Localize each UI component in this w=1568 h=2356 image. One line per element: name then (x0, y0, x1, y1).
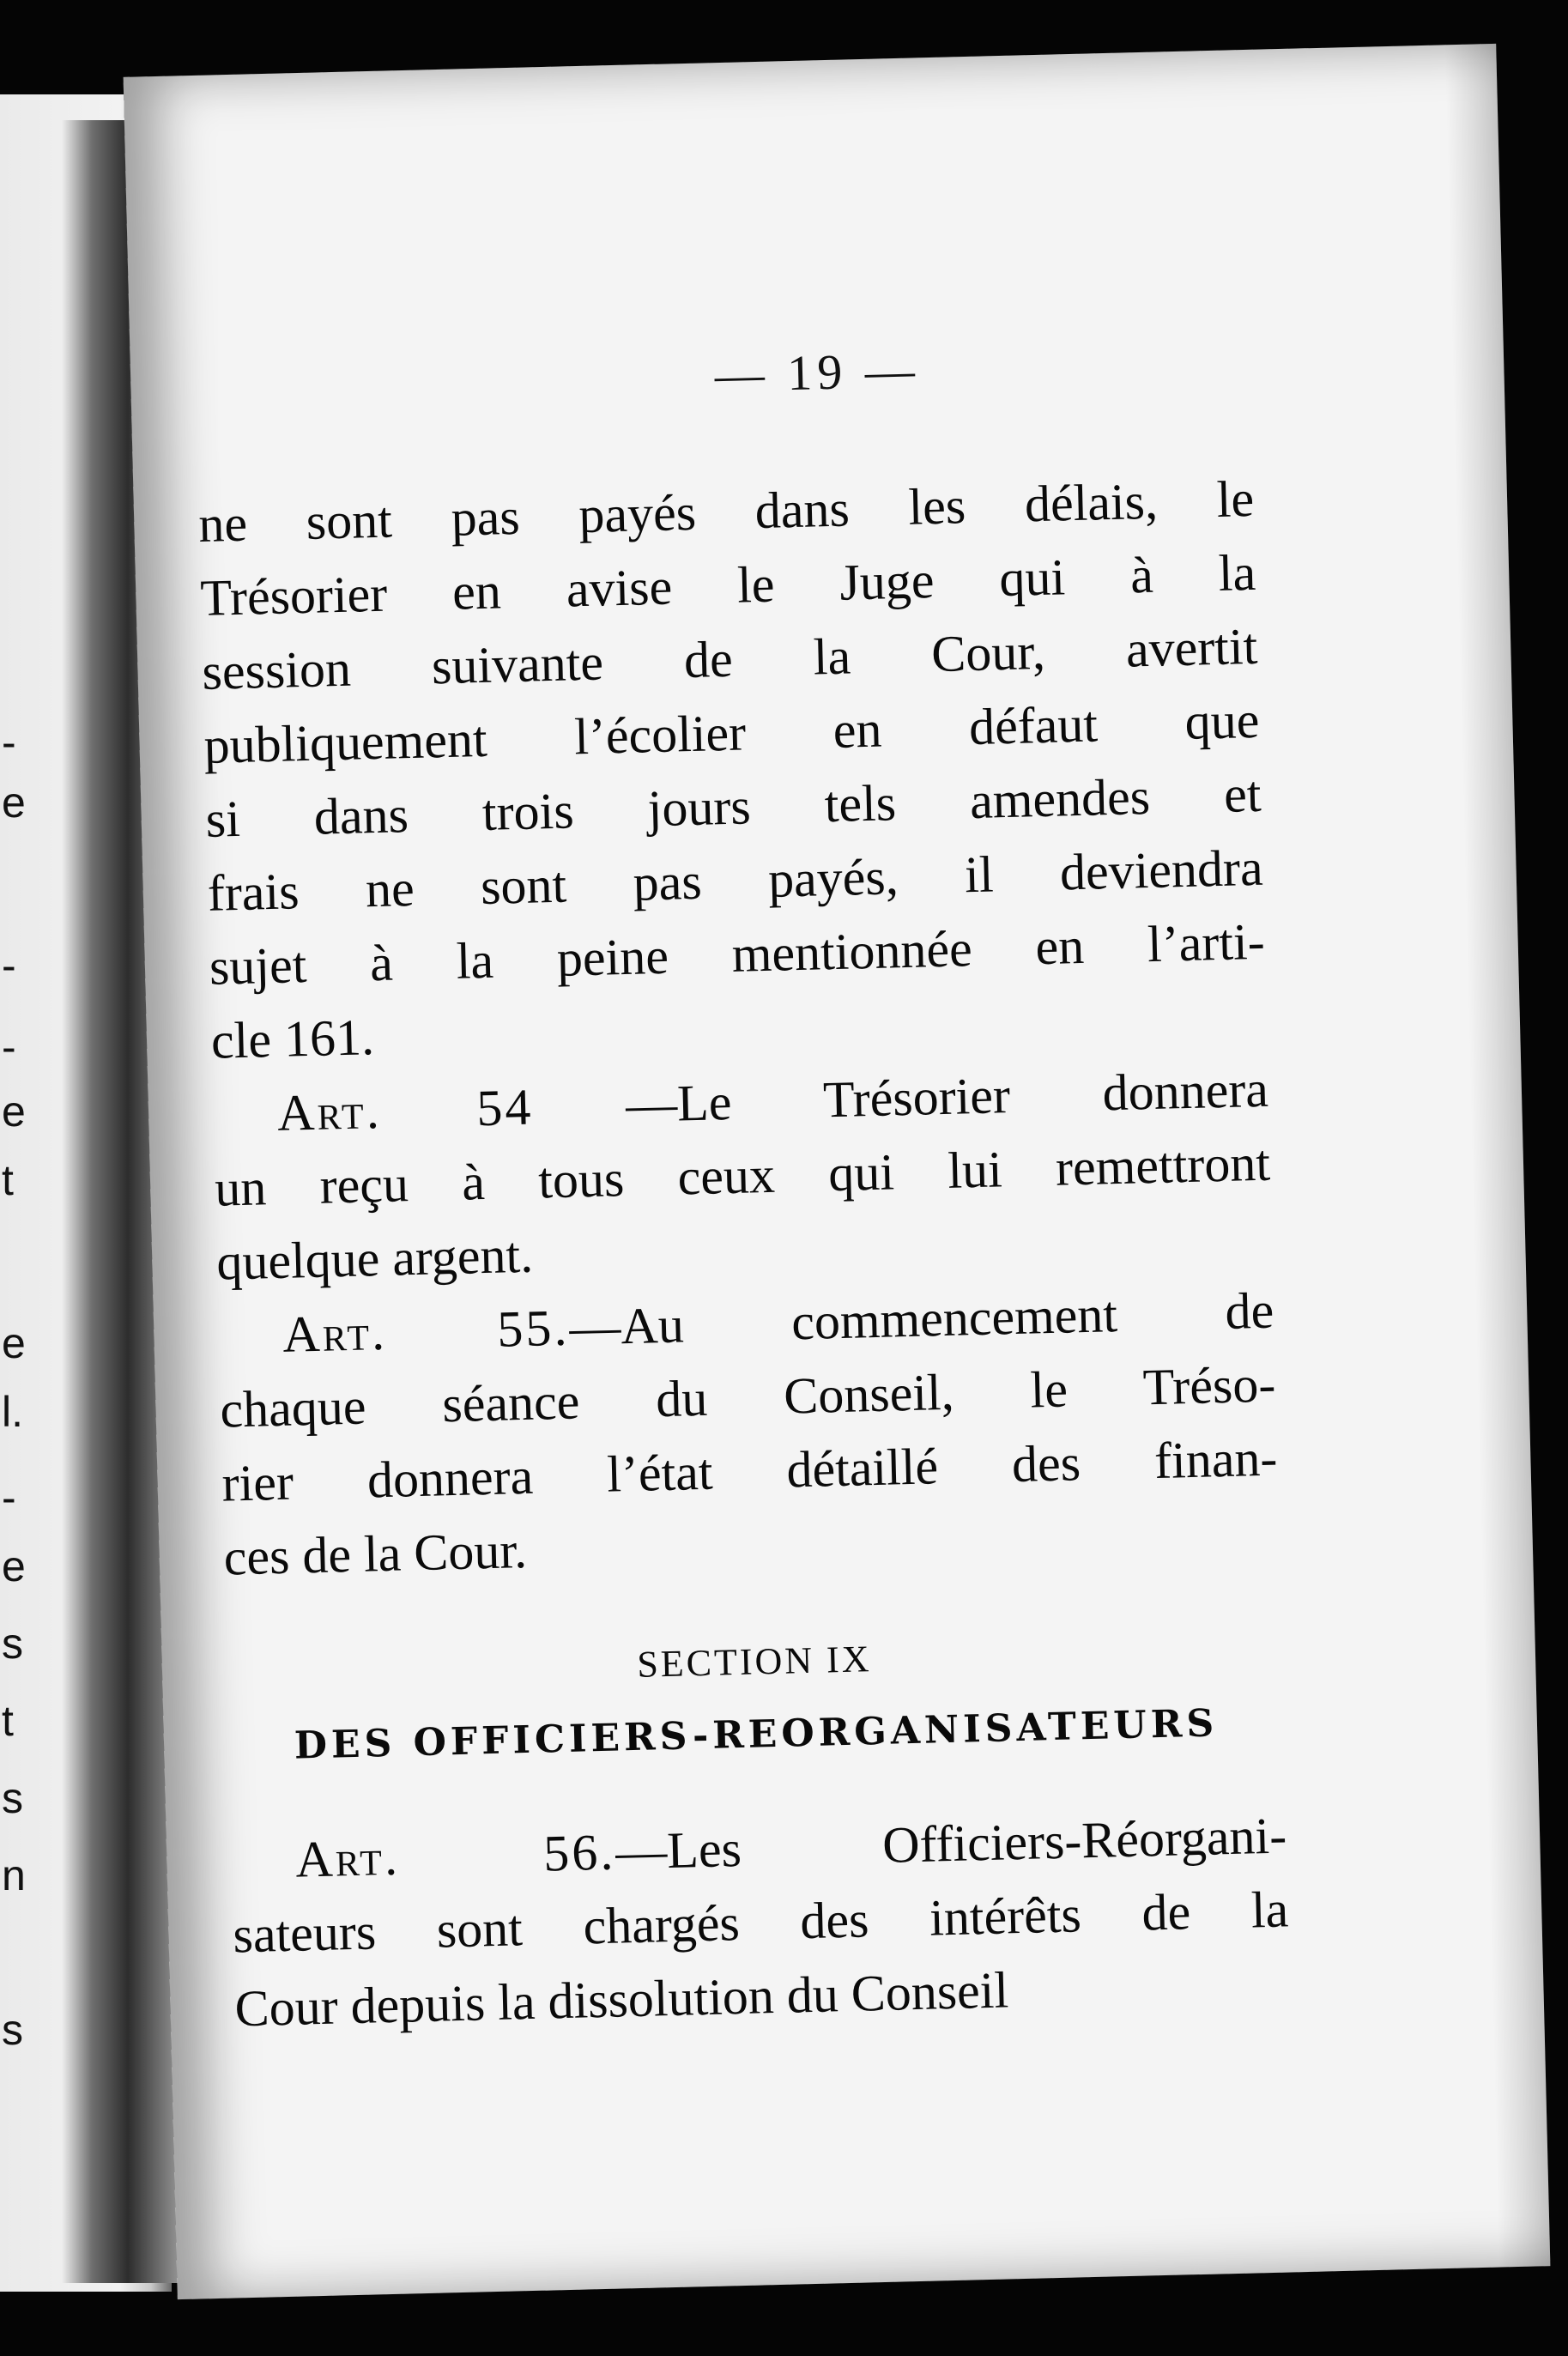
margin-fragment: - (2, 718, 16, 766)
text-line: ces de la Cour. (222, 1521, 528, 1586)
margin-fragment: n (2, 1851, 26, 1899)
text-line: rier donnera l’état détaillé des finan- (221, 1429, 1279, 1512)
article-text: —Les Officiers-Réorgani- (614, 1807, 1287, 1881)
text-line: sujet à la peine mentionnée en l’arti- (209, 912, 1266, 996)
text-line: Trésorier en avise le Juge qui à la (199, 543, 1256, 627)
text-line: un reçu à tous ceux qui lui remettront (214, 1134, 1271, 1217)
margin-fragment: s (2, 2006, 23, 2054)
article-text: —Le Trésorier donnera (532, 1060, 1269, 1136)
margin-fragment: s (2, 1620, 23, 1668)
margin-fragment: e (2, 778, 26, 827)
margin-fragment: - (2, 1023, 16, 1071)
book-page (124, 44, 1551, 2299)
margin-fragment: e (2, 1319, 26, 1367)
text-line: Cour depuis la dissolution du Conseil (233, 1961, 1009, 2038)
article-55 (217, 1274, 1280, 1595)
text-line: chaque séance du Conseil, le Tréso- (219, 1355, 1277, 1438)
text-line: si dans trois jours tels amendes et (204, 765, 1262, 848)
page-number: — 19 — (713, 342, 921, 403)
article-56 (230, 1798, 1291, 2045)
article-text: —Au commencement de (568, 1281, 1274, 1356)
text-line: cle 161. (210, 1008, 375, 1069)
article-label: Art. 55. (282, 1299, 571, 1363)
margin-fragment: - (2, 942, 16, 990)
margin-fragment: s (2, 1774, 23, 1822)
text-line: publiquement l’écolier en défaut que (203, 691, 1261, 774)
article-label: Art. 56. (294, 1823, 617, 1888)
margin-fragment: - (2, 1474, 16, 1522)
text-line: sateurs sont chargés des intérêts de la (232, 1881, 1289, 1964)
margin-fragment: t (2, 1156, 14, 1204)
article-54 (212, 1052, 1273, 1299)
text-line: quelque argent. (215, 1226, 534, 1291)
text-line: ne sont pas payés dans les délais, le (197, 469, 1255, 553)
text-line: session suivante de la Cour, avertit (201, 617, 1258, 700)
margin-fragment: l. (2, 1388, 23, 1436)
margin-fragment: e (2, 1542, 26, 1590)
section-heading: SECTION IX (636, 1638, 873, 1686)
text-line: frais ne sont pas payés, il deviendra (207, 839, 1264, 922)
article-label: Art. 54 (276, 1078, 535, 1142)
continuation-paragraph (197, 462, 1267, 1078)
margin-fragment: t (2, 1697, 14, 1745)
section-title: DES OFFICIERS-REORGANISATEURS (294, 1701, 1219, 1768)
margin-fragment: e (2, 1087, 26, 1136)
page-text (197, 462, 1291, 2046)
